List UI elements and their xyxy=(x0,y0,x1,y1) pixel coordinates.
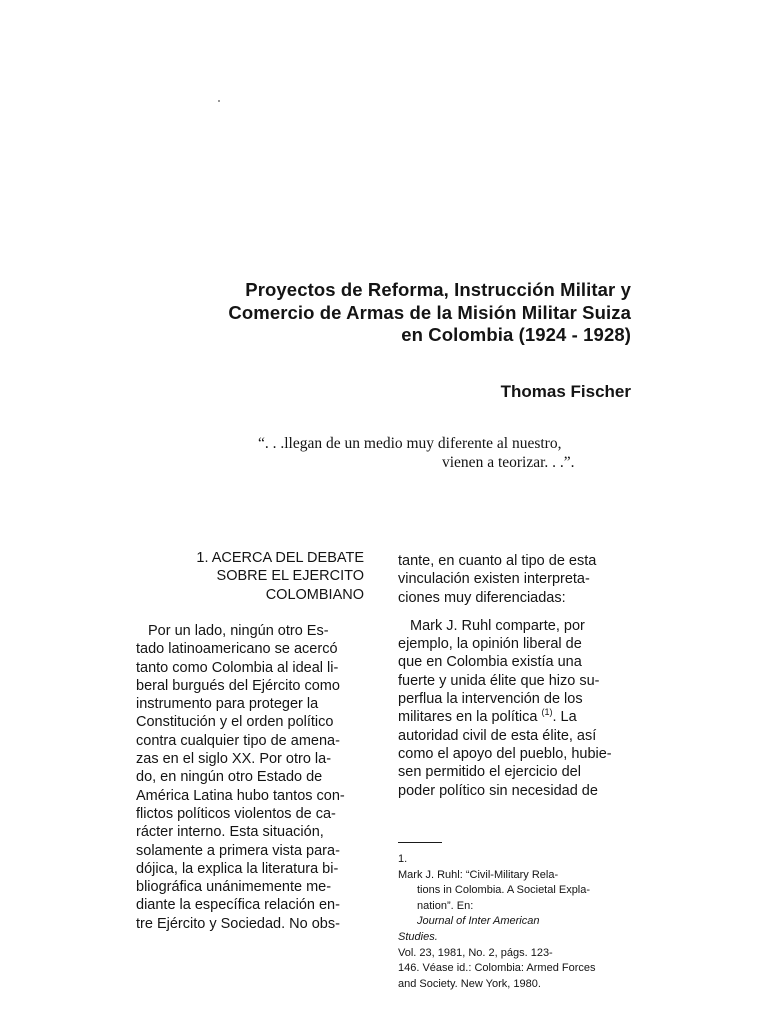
title-line: Comercio de Armas de la Misión Militar Suiza xyxy=(228,301,631,323)
text-line-with-footnote-ref xyxy=(398,708,632,726)
text-fragment: militares en la política xyxy=(398,709,538,726)
text-line: fuerte y unida élite que hizo su- xyxy=(398,672,600,689)
text-line: como el apoyo del pueblo, hubie- xyxy=(398,745,612,762)
journal-title: Studies. xyxy=(398,930,438,943)
epigraph xyxy=(258,434,618,472)
footnote-text: Mark J. Ruhl: “Civil-Military Rela- xyxy=(398,868,559,881)
text-line: poder político sin necesidad de xyxy=(398,782,598,799)
section-heading xyxy=(136,549,364,604)
footnote xyxy=(398,852,632,992)
text-line: do, en ningún otro Estado de xyxy=(136,769,323,786)
text-line: diante la específica relación en- xyxy=(136,897,340,914)
title-line: Proyectos de Reforma, Instrucción Militar y xyxy=(245,279,631,300)
epigraph-line: vienen a teorizar. . .”. xyxy=(442,454,575,471)
text-line: autoridad civil de esta élite, así xyxy=(398,727,597,744)
footnote-reference[interactable]: (1) xyxy=(541,707,553,718)
text-line: tante, en cuanto al tipo de esta xyxy=(398,553,597,569)
text-line: Por un lado, ningún otro Es- xyxy=(148,623,329,639)
author-name: Thomas Fischer xyxy=(500,382,631,401)
footnote-number: 1. xyxy=(398,853,408,865)
footnote-line: 146. Véase id.: Colombia: Armed Forces xyxy=(398,962,596,975)
text-line: instrumento para proteger la xyxy=(136,696,319,713)
text-line: flictos políticos violentos de ca- xyxy=(136,805,336,822)
text-line: ciones muy diferenciadas: xyxy=(398,589,566,606)
footnote-line xyxy=(398,852,632,883)
epigraph-line: “. . .llegan de un medio muy diferente al nuestro, xyxy=(258,435,562,452)
section-heading-line: SOBRE EL EJERCITO xyxy=(216,568,364,585)
section-heading-line: COLOMBIANO xyxy=(265,586,364,603)
text-line: beral burgués del Ejército como xyxy=(136,677,340,694)
footnote-divider xyxy=(398,842,442,843)
text-line: Constitución y el orden político xyxy=(136,714,334,731)
footnote-line xyxy=(398,930,632,961)
text-line: América Latina hubo tantos con- xyxy=(136,787,345,804)
text-fragment: . La xyxy=(552,709,577,726)
footnote-line xyxy=(398,899,632,930)
text-line: rácter interno. Esta situación, xyxy=(136,824,324,841)
text-line: bliográfica unánimemente me- xyxy=(136,879,332,896)
footnote-line: tions in Colombia. A Societal Expla- xyxy=(417,884,591,897)
journal-title: Journal of Inter American xyxy=(417,915,540,928)
right-column-text xyxy=(398,552,632,800)
text-line: perflua la intervención de los xyxy=(398,691,583,708)
footnote-line: and Society. New York, 1980. xyxy=(398,977,541,990)
footnote-text: nation”. En: xyxy=(417,899,474,912)
text-line: dójica, la explica la literatura bi- xyxy=(136,860,339,877)
text-line: solamente a primera vista para- xyxy=(136,842,340,859)
text-line: sen permitido el ejercicio del xyxy=(398,764,581,781)
text-line: zas en el siglo XX. Por otro la- xyxy=(136,751,332,768)
text-line: tanto como Colombia al ideal li- xyxy=(136,659,339,676)
scan-speck xyxy=(218,100,220,102)
text-line: Mark J. Ruhl comparte, por xyxy=(410,617,585,634)
title-line: en Colombia (1924 - 1928) xyxy=(401,324,631,345)
text-line: que en Colombia existía una xyxy=(398,654,582,671)
footnote-text: Vol. 23, 1981, No. 2, págs. 123- xyxy=(398,946,553,959)
paragraph xyxy=(398,552,632,607)
section-heading-line: 1. ACERCA DEL DEBATE xyxy=(196,550,364,566)
text-line: ejemplo, la opinión liberal de xyxy=(398,636,582,653)
text-line: contra cualquier tipo de amena- xyxy=(136,732,340,749)
article-title xyxy=(71,279,631,347)
text-line: vinculación existen interpreta- xyxy=(398,571,590,588)
left-column-text xyxy=(136,622,364,933)
paragraph xyxy=(398,617,632,800)
text-line: tado latinoamericano se acercó xyxy=(136,641,338,658)
text-line: tre Ejército y Sociedad. No obs- xyxy=(136,915,340,932)
